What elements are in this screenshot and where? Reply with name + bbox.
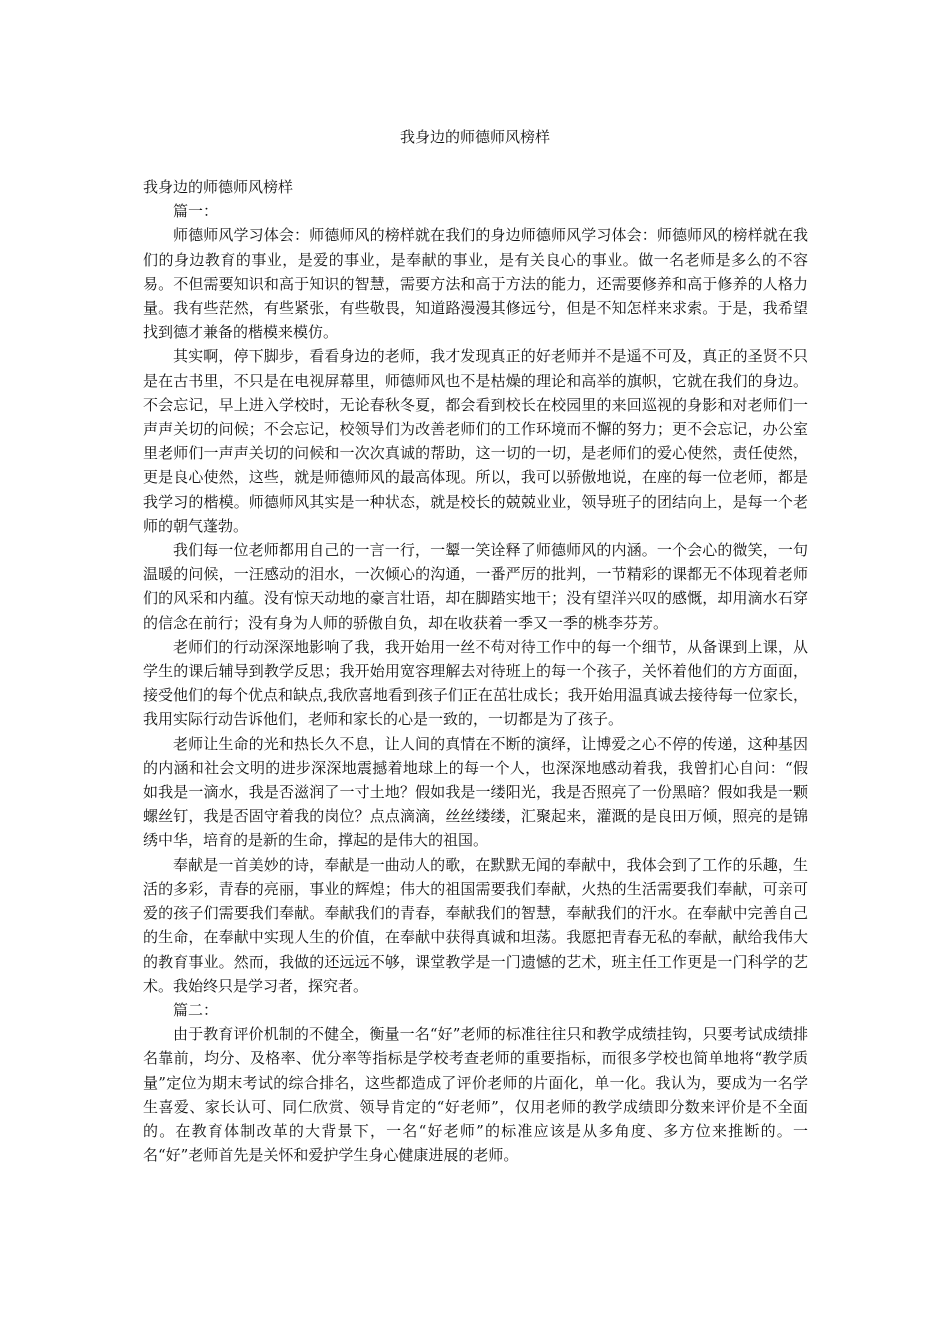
document-title: 我身边的师德师风榜样 <box>399 128 550 146</box>
paragraph: 老师们的行动深深地影响了我，我开始用一丝不苟对待工作中的每一个细节，从备课到上课，从学生的课后辅导到教学反思；我开始用宽容理解去对待班上的每一个孩子，关怀着他们的方方面面，接受他们的每个优点和缺点,我欣喜地看到孩子们正在茁壮成长；我开始用温真诚去接待每一位家长，我用实际行动告诉他们，老师和家长的心是一致的，一切都是为了孩子。 <box>143 637 808 729</box>
section-label-1: 篇一： <box>173 202 219 221</box>
section-label-2: 篇二： <box>173 1000 219 1019</box>
paragraph: 由于教育评价机制的不健全，衡量一名“好”老师的标准往往只和教学成绩挂钩，只要考试成绩排名靠前，均分、及格率、优分率等指标是学校考查老师的重要指标，而很多学校也简单地将“教学质量”定位为期末考试的综合排名，这些都造成了评价老师的片面化，单一化。我认为，要成为一名学生喜爱、家长认可、同仁欣赏、领导肯定的“好老师”，仅用老师的教学成绩即分数来评价是不全面的。在教育体制改革的大背景下，一名“好老师”的标准应该是从多角度、多方位来推断的。一名“好”老师首先是关怀和爱护学生身心健康进展的老师。 <box>143 1025 808 1165</box>
paragraph: 我们每一位老师都用自己的一言一行，一颦一笑诠释了师德师风的内涵。一个会心的微笑，一句温暖的问候，一汪感动的泪水，一次倾心的沟通，一番严厉的批判，一节精彩的课都无不体现着老师们的风采和内蕴。没有惊天动地的豪言壮语，却在脚踏实地干；没有望洋兴叹的感慨，却用滴水石穿的信念在前行；没有身为人师的骄傲自负，却在收获着一季又一季的桃李芬芳。 <box>143 541 808 632</box>
paragraph: 奉献是一首美妙的诗，奉献是一曲动人的歌，在默默无闻的奉献中，我体会到了工作的乐趣，生活的多彩，青春的亮丽，事业的辉煌；伟大的祖国需要我们奉献，火热的生活需要我们奉献，可亲可爱的孩子们需要我们奉献。奉献我们的青春，奉献我们的智慧，奉献我们的汗水。在奉献中完善自己的生命，在奉献中实现人生的价值，在奉献中获得真诚和坦荡。我愿把青春无私的奉献，献给我伟大的教育事业。然而，我做的还远远不够，课堂教学是一门遗憾的艺术，班主任工作更是一门科学的艺术。我始终只是学习者，探究者。 <box>143 855 808 995</box>
document-subtitle: 我身边的师德师风榜样 <box>143 178 294 196</box>
paragraph: 师德师风学习体会：师德师风的榜样就在我们的身边师德师风学习体会：师德师风的榜样就在我们的身边教育的事业，是爱的事业，是奉献的事业，是有关良心的事业。做一名老师是多么的不容易。不但需要知识和高于知识的智慧，需要方法和高于方法的能力，还需要修养和高于修养的人格力量。我有些茫然，有些紧张，有些敬畏，知道路漫漫其修远兮，但是不知怎样来求索。于是，我希望找到德才兼备的楷模来模仿。 <box>143 226 808 342</box>
paragraph: 老师让生命的光和热长久不息，让人间的真情在不断的演绎，让博爱之心不停的传递，这种基因的内涵和社会文明的进步深深地震撼着地球上的每一个人，也深深地感动着我，我曾扪心自问：“假如我是一滴水，我是否滋润了一寸土地？假如我是一缕阳光，我是否照亮了一份黑暗？假如我是一颗螺丝钉，我是否固守着我的岗位？点点滴滴，丝丝缕缕，汇聚起来，灌溉的是良田万倾，照亮的是锦绣中华，培育的是新的生命，撑起的是伟大的祖国。 <box>143 734 808 850</box>
paragraph: 其实啊，停下脚步，看看身边的老师，我才发现真正的好老师并不是遥不可及，真正的圣贤不只是在古书里，不只是在电视屏幕里，师德师风也不是枯燥的理论和高举的旗帜，它就在我们的身边。不会忘记，早上进入学校时，无论春秋冬夏，都会看到校长在校园里的来回巡视的身影和对老师们一声声关切的问候；不会忘记，校领导们为改善老师们的工作环境而不懈的努力；更不会忘记，办公室里老师们一声声关切的问候和一次次真诚的帮助，这一切的一切，是老师们的爱心使然，责任使然，更是良心使然，这些，就是师德师风的最高体现。所以，我可以骄傲地说，在座的每一位老师，都是我学习的楷模。师德师风其实是一种状态，就是校长的兢兢业业，领导班子的团结向上，是每一个老师的朝气蓬勃。 <box>143 347 808 535</box>
document-body <box>143 175 808 1167</box>
